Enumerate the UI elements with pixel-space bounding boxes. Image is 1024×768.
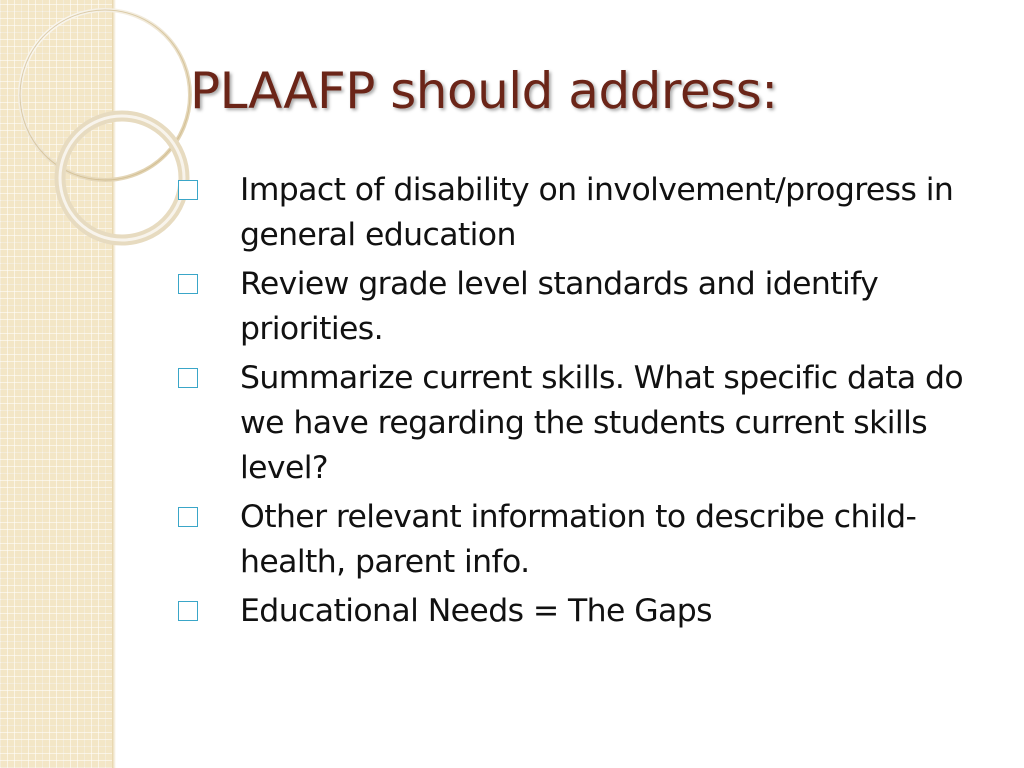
hollow-square-icon (178, 368, 198, 388)
hollow-square-icon (178, 507, 198, 527)
bullet-text: Review grade level standards and identify priorities. (240, 266, 879, 347)
list-item (170, 168, 990, 258)
list-item (170, 589, 990, 634)
list-item (170, 262, 990, 352)
bullet-list (170, 168, 990, 638)
hollow-square-icon (178, 601, 198, 621)
bullet-text: Summarize current skills. What specific data do we have regarding the students current skills level? (240, 360, 964, 486)
slide-title: PLAAFP should address: (190, 62, 778, 120)
bullet-text: Other relevant information to describe child-health, parent info. (240, 499, 917, 580)
bullet-text: Impact of disability on involvement/progress in general education (240, 172, 954, 253)
list-item (170, 356, 990, 491)
hollow-square-icon (178, 180, 198, 200)
list-item (170, 495, 990, 585)
bullet-text: Educational Needs = The Gaps (240, 593, 712, 629)
hollow-square-icon (178, 274, 198, 294)
